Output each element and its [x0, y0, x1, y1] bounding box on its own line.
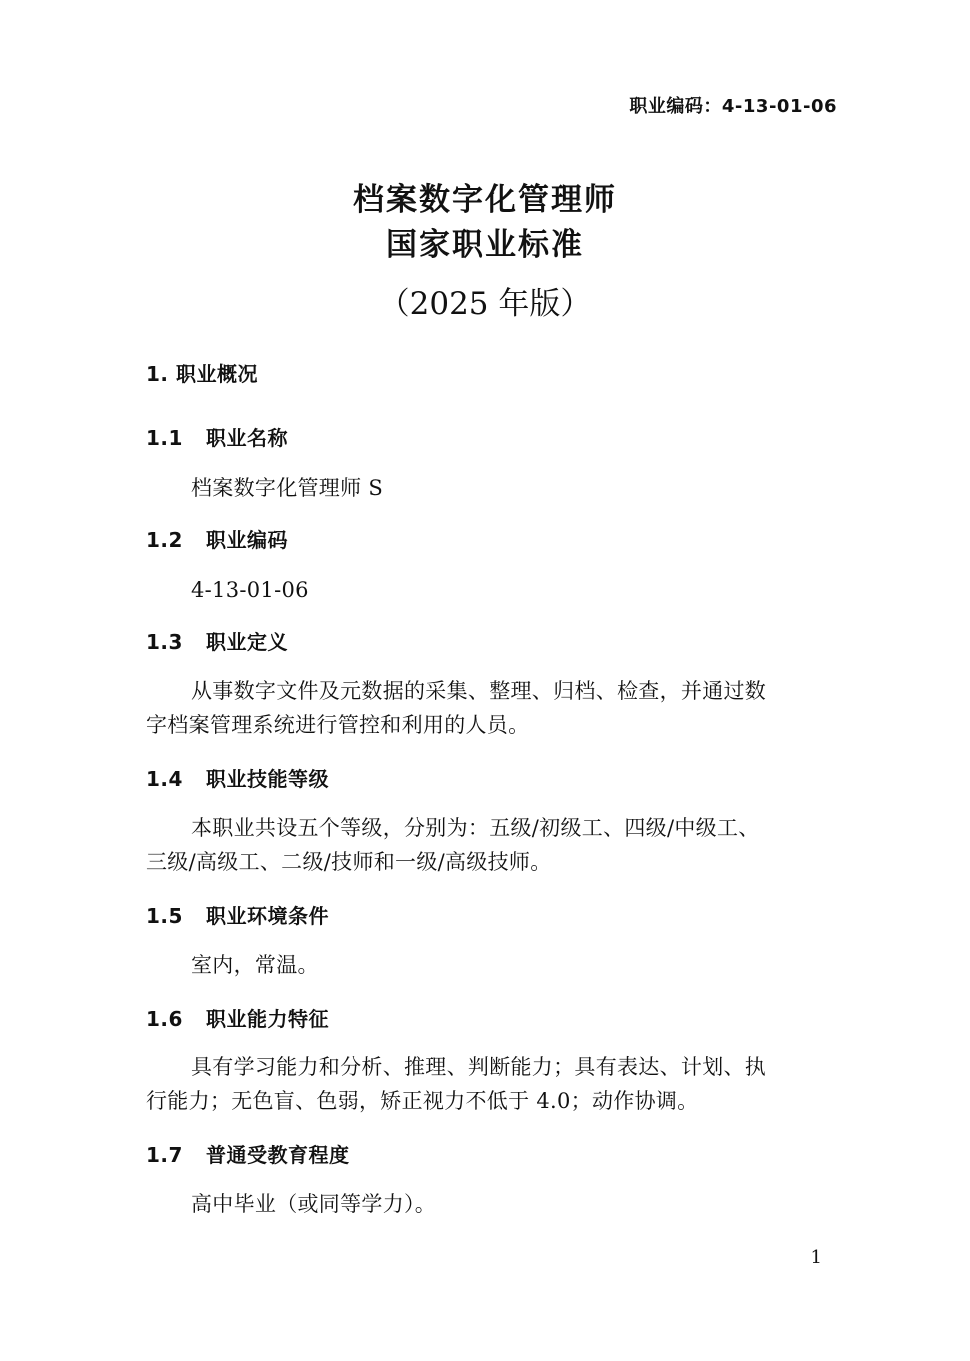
occupation-code-line: 职业编码：4-13-01-06	[629, 96, 837, 117]
page-number: 1	[810, 1247, 822, 1268]
section-heading-1: 1. 职业概况	[146, 362, 258, 386]
paragraph-line: 室内，常温。	[191, 953, 319, 977]
document-title-line1: 档案数字化管理师	[353, 182, 617, 218]
paragraph-line: 从事数字文件及元数据的采集、整理、归档、检查，并通过数	[191, 679, 767, 703]
paragraph-line: 4-13-01-06	[191, 578, 309, 602]
paragraph-1-5	[146, 948, 838, 982]
subsection-title: 普通受教育程度	[206, 1143, 350, 1167]
subsection-heading-1-3	[146, 626, 288, 655]
subsection-title: 职业定义	[206, 630, 288, 654]
paragraph-line: 具有学习能力和分析、推理、判断能力；具有表达、计划、执	[191, 1055, 767, 1079]
subsection-heading-1-1	[146, 422, 288, 451]
subsection-number: 1.2	[146, 528, 183, 552]
paragraph-line: 字档案管理系统进行管控和利用的人员。	[146, 713, 530, 737]
subsection-heading-1-6	[146, 1003, 329, 1032]
subsection-number: 1.1	[146, 426, 183, 450]
subsection-number: 1.3	[146, 630, 183, 654]
paragraph-line: 本职业共设五个等级，分别为：五级/初级工、四级/中级工、	[191, 816, 760, 840]
document-title-line2: 国家职业标准	[386, 227, 584, 263]
edition-label: （2025 年版）	[378, 286, 592, 322]
subsection-title: 职业技能等级	[206, 767, 329, 791]
paragraph-line: 行能力；无色盲、色弱，矫正视力不低于 4.0；动作协调。	[146, 1089, 699, 1113]
paragraph-1-7	[146, 1187, 838, 1221]
subsection-number: 1.4	[146, 767, 183, 791]
subsection-heading-1-4	[146, 763, 329, 792]
subsection-title: 职业名称	[206, 426, 288, 450]
paragraph-line: 三级/高级工、二级/技师和一级/高级技师。	[146, 850, 552, 874]
paragraph-line: 高中毕业（或同等学力）。	[191, 1192, 437, 1216]
subsection-title: 职业能力特征	[206, 1007, 329, 1031]
subsection-number: 1.7	[146, 1143, 183, 1167]
subsection-title: 职业编码	[206, 528, 288, 552]
paragraph-line: 档案数字化管理师 S	[191, 476, 384, 500]
subsection-title: 职业环境条件	[206, 904, 329, 928]
paragraph-1-6	[146, 1050, 838, 1118]
subsection-heading-1-2	[146, 524, 288, 553]
paragraph-1-3	[146, 674, 838, 742]
paragraph-1-1	[146, 471, 838, 505]
subsection-number: 1.6	[146, 1007, 183, 1031]
subsection-heading-1-5	[146, 900, 329, 929]
paragraph-1-4	[146, 811, 838, 879]
subsection-heading-1-7	[146, 1139, 350, 1168]
subsection-number: 1.5	[146, 904, 183, 928]
paragraph-1-2	[146, 573, 838, 607]
